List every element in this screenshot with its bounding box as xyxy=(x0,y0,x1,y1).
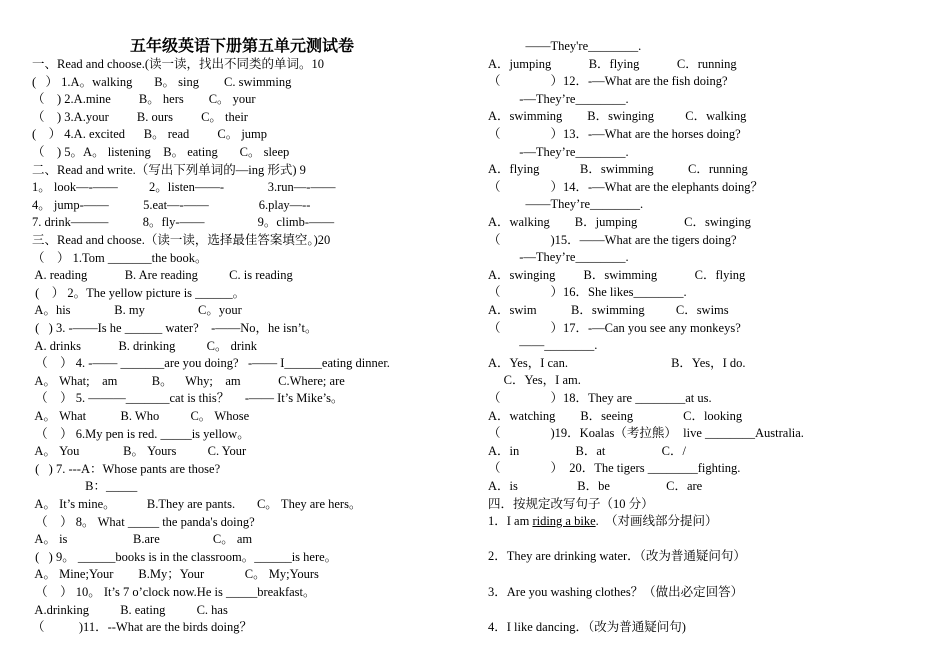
right-line: （ ）14．-—What are the elephants doing？ xyxy=(488,179,763,194)
left-line: （ ） 1.Tom _______the book。 xyxy=(32,250,208,265)
right-line: A．swinging B．swimming C．flying xyxy=(488,267,746,282)
left-line: A.drinking B. eating C. has xyxy=(32,602,228,617)
q1-underlined: riding a bike xyxy=(532,514,596,529)
left-line: A。his B. my C。your xyxy=(32,303,242,318)
page-title: 五年级英语下册第五单元测试卷 xyxy=(130,36,355,55)
right-line: A．watching B．seeing C．looking xyxy=(488,408,743,423)
left-line: A。 What; am B。 Why; am C.Where; are xyxy=(32,373,345,388)
right-line: （ ）12．-—What are the fish doing? xyxy=(488,74,728,89)
left-line: （ ） 5. ———_______cat is this？ -—— It’s Mike’s。 xyxy=(32,391,344,406)
right-line: （ )19．Koalas（考拉熊） live ________Australia. xyxy=(488,426,804,441)
left-line: ( ) 9。 ______books is in the classroom。______is here。 xyxy=(32,549,338,564)
left-line: ( ) 3. -——Is he ______ water? -——No，he isn’t。 xyxy=(32,321,318,335)
left-line: ( ) 7. ---A：Whose pants are those? xyxy=(32,461,221,476)
right-line: 3．Are you washing clothes？（做出必定回答） xyxy=(488,584,744,599)
right-line: 四．按规定改写句子（10 分） xyxy=(488,496,654,511)
left-line: A。 Mine;Your B.My；Your C。 My;Yours xyxy=(32,567,319,582)
left-line: 7. drink——— 8。fly-—— 9。climb-—— xyxy=(32,215,335,230)
right-line: ——They’re________. xyxy=(488,197,644,212)
left-line: （ ） 6.My pen is red. _____is yellow。 xyxy=(32,426,250,441)
left-line: （ ） 10。 It’s 7 o’clock now.He is _____breakfast。 xyxy=(32,585,316,599)
right-line: A．swim B．swimming C．swims xyxy=(488,303,729,317)
left-line: （ ） 8。 What _____ the panda's doing? xyxy=(32,514,255,529)
right-line: C．Yes，I am. xyxy=(488,373,581,388)
right-line: ——They're________. xyxy=(488,39,642,53)
right-line: （ ）16．She likes________. xyxy=(488,285,687,300)
right-line: A．flying B．swimming C．running xyxy=(488,162,748,177)
right-line: A．is B．be C．are xyxy=(488,479,703,493)
left-line: 1。 look—-—— 2。listen——- 3.run—-—— xyxy=(32,180,336,195)
left-line: 三、Read and choose.（读一读，选择最佳答案填空。)20 xyxy=(32,233,331,247)
left-line: ( ） 2。The yellow picture is ______。 xyxy=(32,285,246,300)
left-line: A. drinks B. drinking C。 drink xyxy=(32,338,258,353)
left-line: （ )11．--What are the birds doing？ xyxy=(32,620,252,635)
left-line: A。 is B.are C。 am xyxy=(32,532,253,547)
left-line: 二、Read and write.（写出下列单词的—ing 形式) 9 xyxy=(32,162,306,177)
right-line: 4．I like dancing．（改为普通疑问句) xyxy=(488,619,686,634)
left-line: （ ） 4. -—— _______are you doing? -—— I______eating dinner. xyxy=(32,356,390,371)
right-line: -—They’re________. xyxy=(488,144,629,159)
right-line: （ )15．——What are the tigers doing? xyxy=(488,232,737,247)
left-line: （ ) 2.A.mine B。 hers C。 your xyxy=(32,92,256,107)
right-line: （ ）13．-—What are the horses doing? xyxy=(488,127,741,141)
rewrite-question-1 xyxy=(488,513,718,529)
right-line: A．in B．at C．/ xyxy=(488,443,686,458)
left-line: A。 What B. Who C。 Whose xyxy=(32,409,250,423)
left-line: ( ） 1.A。walking B。 sing C. swimming xyxy=(32,74,292,89)
right-line: -—They’re________. xyxy=(488,250,629,265)
left-line: ( ） 4.A. excited B。 read C。 jump xyxy=(32,127,268,142)
right-line: （ ）18．They are ________at us. xyxy=(488,391,712,405)
q1-suffix: . （对画线部分提问） xyxy=(595,514,718,529)
left-line: 4。 jump-—— 5.eat—-—— 6.play—-- xyxy=(32,197,311,212)
left-line: A。 It’s mine。 B.They are pants. C。 They are hers。 xyxy=(32,497,362,511)
right-line: A．Yes，I can. B．Yes，I do. xyxy=(488,355,746,370)
right-line: A．swimming B．swinging C．walking xyxy=(488,109,747,124)
right-line: （ ） 20．The tigers ________fighting. xyxy=(488,461,741,476)
right-line: -—They’re________. xyxy=(488,91,629,106)
left-line: （ ) 5。A。 listening B。 eating C。 sleep xyxy=(32,145,290,159)
right-line: （ ）17．-—Can you see any monkeys? xyxy=(488,320,741,335)
right-line: ——________. xyxy=(488,338,598,353)
q1-prefix: 1．I am xyxy=(488,514,533,529)
right-line: A．walking B．jumping C．swinging xyxy=(488,215,751,229)
left-line: （ ) 3.A.your B. ours C。 their xyxy=(32,109,248,124)
right-line: A．jumping B．flying C．running xyxy=(488,56,737,71)
left-line: A。 You B。 Yours C. Your xyxy=(32,444,247,459)
left-line: B：_____ xyxy=(32,479,138,494)
left-line: A. reading B. Are reading C. is reading xyxy=(32,268,293,283)
left-line: 一、Read and choose.(读一读，找出不同类的单词。10 xyxy=(32,57,324,71)
right-line: 2．They are drinking water．（改为普通疑问句） xyxy=(488,549,746,564)
